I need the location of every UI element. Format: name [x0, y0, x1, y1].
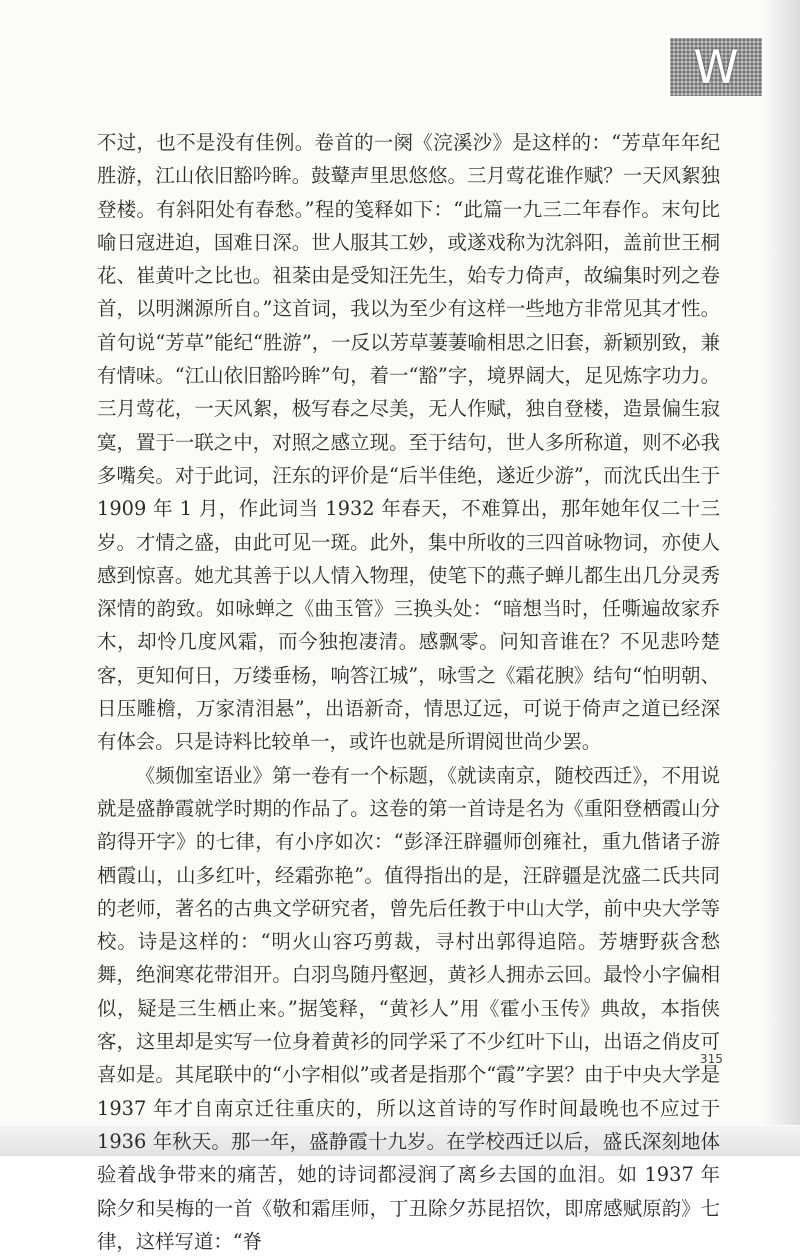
page-number: 315 [700, 1052, 723, 1066]
section-tab-letter: W [693, 40, 739, 94]
body-text [97, 126, 720, 1258]
paragraph: 《频伽室语业》第一卷有一个标题，《就读南京，随校西迁》，不用说就是盛静霞就学时期的作品了。这卷的第一首诗是名为《重阳登栖霞山分韵得开字》的七律，有小序如次：“彭泽汪辟疆师创雍社，重九偕诸子游栖霞山，山多红叶，经霜弥艳”。值得指出的是，汪辟疆是沈盛二氏共同的老师，著名的古典文学研究者，曾先后任教于中山大学，前中央大学等校。诗是这样的：“明火山容巧剪裁，寻村出郭得追陪。芳塘野荻含愁舞，绝涧寒花带泪开。白羽鸟随丹壑迥，黄衫人拥赤云回。最怜小字偏相似，疑是三生栖止来。”据笺释，“黄衫人”用《霍小玉传》典故，本指侠客，这里却是实写一位身着黄衫的同学采了不少红叶下山，出语之俏皮可喜如是。其尾联中的“小字相似”或者是指那个“霞”字罢？由于中央大学是 1937 年才自南京迁往重庆的，所以这首诗的写作时间最晚也不应过于 1936 年秋天。那一年，盛静霞十九岁。在学校西迁以后，盛氏深刻地体验着战争带来的痛苦，她的诗词都浸润了离乡去国的血泪。如 1937 年除夕和吴梅的一首《敬和霜厓师，丁丑除夕苏昆招饮，即席感赋原韵》七律，这样写道：“脊 [97, 763, 720, 1253]
page-edge-right [762, 0, 800, 1125]
section-tab [670, 38, 762, 96]
paragraph: 不过，也不是没有佳例。卷首的一阕《浣溪沙》是这样的：“芳草年年纪胜游，江山依旧豁吟眸。鼓鼙声里思悠悠。三月莺花谁作赋？一天风絮独登楼。有斜阳处有春愁。”程的笺释如下：“此篇一九三二年春作。末句比喻日寇进迫，国难日深。世人服其工妙，或遂戏称为沈斜阳，盖前世王桐花、崔黄叶之比也。祖棻由是受知汪先生，始专力倚声，故编集时列之卷首，以明渊源所自。”这首词，我以为至少有这样一些地方非常见其才性。首句说“芳草”能纪“胜游”，一反以芳草萋萋喻相思之旧套，新颖别致，兼有情味。“江山依旧豁吟眸”句，着一“豁”字，境界阔大，足见炼字功力。三月莺花，一天风絮，极写春之尽美，无人作赋，独自登楼，造景偏生寂寞，置于一联之中，对照之感立现。至于结句，世人多所称道，则不必我多嘴矣。对于此词，汪东的评价是“后半佳绝，遂近少游”，而沈氏出生于 1909 年 1 月，作此词当 1932 年春天，不难算出，那年她年仅二十三岁。才情之盛，由此可见一斑。此外，集中所收的三四首咏物词，亦使人感到惊喜。她尤其善于以人情入物理，使笔下的燕子蝉儿都生出几分灵秀深情的韵致。如咏蝉之《曲玉管》三换头处：“暗想当时，任嘶遍故家乔木，却怜几度风霜，而今独抱凄清。感飘零。问知音谁在？不见悲吟楚客，更知何日，万缕垂杨，响答江城”，咏雪之《霜花腴》结句“怕明朝、日压雕檐，万家清泪悬”，出语新奇，情思辽远，可说于倚声之道已经深有体会。只是诗料比较单一，或许也就是所谓阅世尚少罢。 [97, 131, 720, 754]
